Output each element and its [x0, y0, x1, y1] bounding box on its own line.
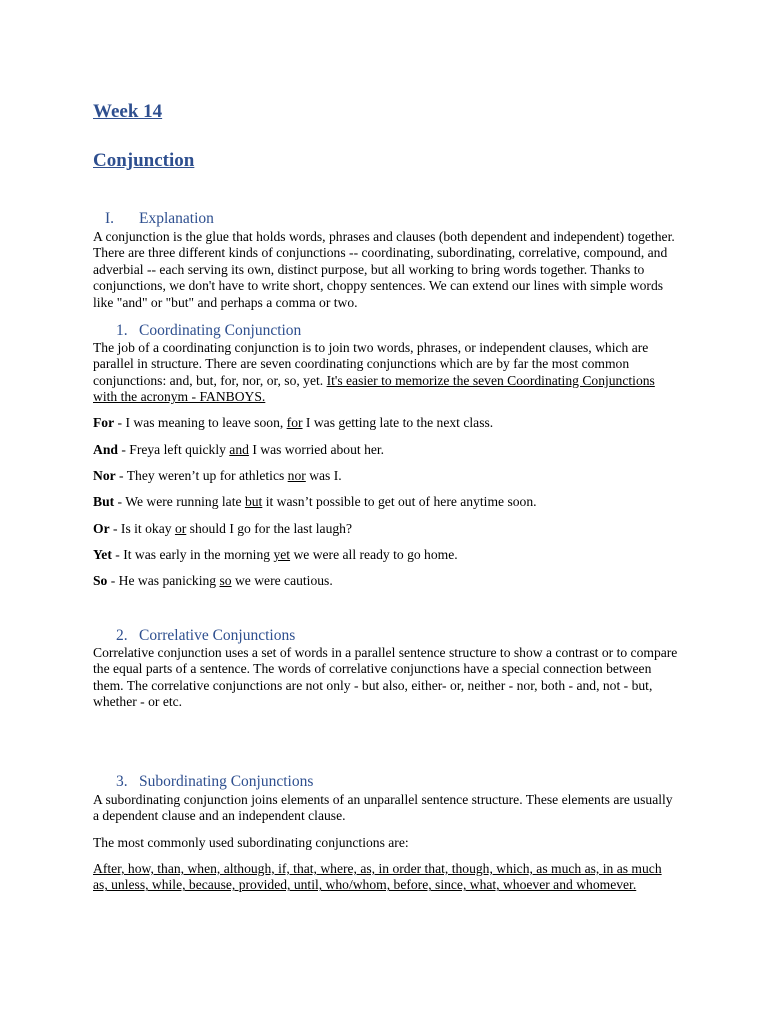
example-after: it wasn’t possible to get out of here anytime soon. [262, 494, 537, 509]
example-before: - We were running late [114, 494, 245, 509]
correlative-paragraph: Correlative conjunction uses a set of words in a parallel sentence structure to show a contrast or to compare the equal parts of a sentence. The words of correlative conjunctions have a special connection between them. The correlative conjunctions are not only - but also, either- or, neither - nor, both - and, not - but, whether - or etc. [93, 645, 678, 710]
example-or [93, 521, 352, 537]
example-before: - Freya left quickly [117, 442, 230, 457]
example-conjunction: but [244, 494, 263, 509]
example-conjunction: and [229, 442, 249, 457]
subordinating-paragraph: A subordinating conjunction joins elements of an unparallel sentence structure. These elements are usually a dependent clause and an independent clause. [93, 792, 673, 824]
example-conjunction: nor [287, 468, 306, 483]
example-word: And [93, 442, 118, 457]
section-title: Coordinating Conjunction [139, 322, 302, 339]
example-before: - It was early in the morning [111, 547, 274, 562]
coordinating-heading [116, 322, 301, 340]
section-number: I. [105, 210, 115, 227]
example-so [93, 573, 333, 589]
example-yet [93, 547, 458, 563]
section-title: Correlative Conjunctions [139, 627, 296, 644]
example-word: Yet [93, 547, 112, 562]
example-after: I was worried about her. [248, 442, 385, 457]
section-number: 1. [116, 322, 128, 339]
example-conjunction: for [286, 415, 303, 430]
example-nor [93, 468, 342, 484]
topic-title: Conjunction [93, 150, 195, 171]
example-after: I was getting late to the next class. [302, 415, 494, 430]
example-word: But [93, 494, 115, 509]
explanation-paragraph: A conjunction is the glue that holds words, phrases and clauses (both dependent and independent) together. There are three different kinds of conjunctions -- coordinating, subordinating, correlative, compound, and adverbial -- each serving its own, distinct purpose, but all working to bring words together. Thanks to conjunctions, we don't have to write short, choppy sentences. We can extend our lines with simple words like "and" or "but" and perhaps a comma or two. [93, 229, 675, 310]
example-before: - They weren’t up for athletics [115, 468, 288, 483]
week-title: Week 14 [93, 101, 163, 122]
example-and [93, 442, 384, 458]
example-word: For [93, 415, 115, 430]
example-conjunction: or [174, 521, 187, 536]
example-word: Nor [93, 468, 116, 483]
fanboys-note: It's easier to memorize the seven Coordinating Conjunctions with the acronym - FANBOYS. [93, 372, 655, 405]
example-word: Or [93, 521, 110, 536]
example-conjunction: so [219, 573, 232, 588]
section-title: Explanation [139, 210, 214, 227]
coordinating-text: The job of a coordinating conjunction is to join two words, phrases, or independent clauses, which are parallel in structure. There are seven coordinating conjunctions which are by far the most common conjunctions: and, but, for, nor, or, so, yet. [93, 340, 649, 388]
example-after: we were cautious. [231, 573, 333, 588]
subordinating-list: After, how, than, when, although, if, that, where, as, in order that, though, which, as much as, in as much as, unless, while, because, provided, until, who/whom, before, since, what, whoever and whomever. [93, 861, 662, 893]
example-after: was I. [305, 468, 342, 483]
example-before: - Is it okay [109, 521, 175, 536]
subordinating-heading [116, 773, 313, 791]
section-explanation-heading [105, 210, 214, 228]
example-conjunction: yet [273, 547, 291, 562]
correlative-heading [116, 627, 295, 645]
coordinating-paragraph [93, 340, 678, 406]
subordinating-intro: The most commonly used subordinating conjunctions are: [93, 835, 409, 850]
example-after: we were all ready to go home. [290, 547, 458, 562]
section-title: Subordinating Conjunctions [139, 773, 314, 790]
section-number: 2. [116, 627, 128, 644]
example-before: - I was meaning to leave soon, [114, 415, 287, 430]
section-number: 3. [116, 773, 128, 790]
example-for [93, 415, 493, 431]
example-but [93, 494, 537, 510]
example-before: - He was panicking [107, 573, 220, 588]
example-after: should I go for the last laugh? [186, 521, 352, 536]
example-word: So [93, 573, 108, 588]
